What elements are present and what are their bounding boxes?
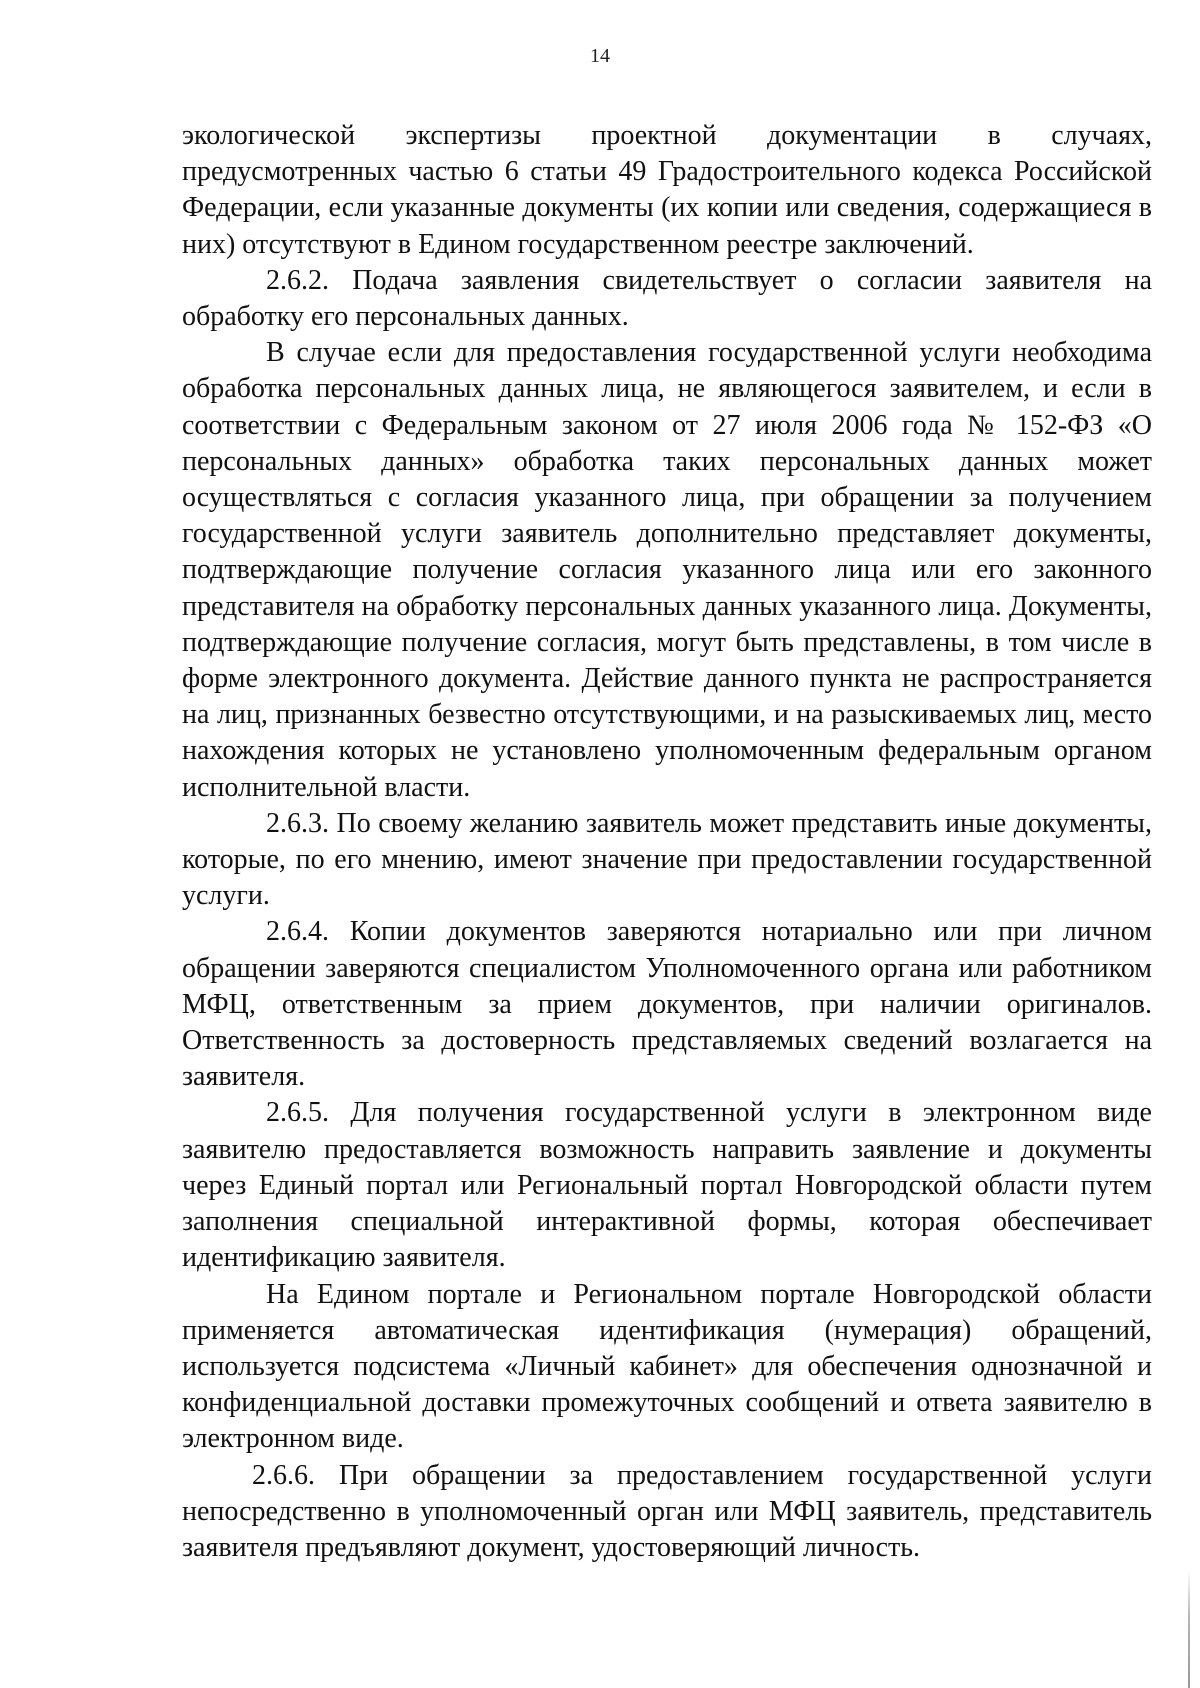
paragraph-2-6-5: 2.6.5. Для получения государственной услуги в электронном виде заявителю предоставляется возможность направить заявление и документы через Единый портал или Региональный портал Новгородской области путем заполнения специальной интерактивной формы, которая обеспечивает идентификацию заявителя. [182,1097,1152,1274]
paragraph-2-6-3: 2.6.3. По своему желанию заявитель может представить иные документы, которые, по его мнению, имеют значение при предоставлении государственной услуги. [182,807,1152,912]
document-body [182,118,1152,1566]
paragraph-2-6-2: 2.6.2. Подача заявления свидетельствует о согласии заявителя на обработку его персональных данных. [182,264,1152,333]
scan-edge-mark [1188,1570,1190,1688]
paragraph-2-6-4: 2.6.4. Копии документов заверяются нотариально или при личном обращении заверяются специалистом Уполномоченного органа или работником МФЦ, ответственным за прием документов, при наличии оригиналов. Ответственность за достоверность представляемых сведений возлагается на заявителя. [182,916,1152,1093]
paragraph-personal-data-consent: В случае если для предоставления государственной услуги необходима обработка персональных данных лица, не являющегося заявителем, и если в соответствии с Федеральным законом от 27 июля 2006 года № 152-ФЗ «О персональных данных» обработка таких персональных данных может осуществляться с согласия указанного лица, при обращении за получением государственной услуги заявитель дополнительно представляет документы, подтверждающие получение согласия указанного лица или его законного представителя на обработку персональных данных указанного лица. Документы, подтверждающие получение согласия, могут быть представлены, в том числе в форме электронного документа. Действие данного пункта не распространяется на лиц, признанных безвестно отсутствующими, и на разыскиваемых лиц, место нахождения которых не установлено уполномоченным федеральным органом исполнительной власти. [182,337,1152,803]
paragraph-portal-identification: На Едином портале и Региональном портале Новгородской области применяется автоматическая идентификация (нумерация) обращений, используется подсистема «Личный кабинет» для обеспечения однозначной и конфиденциальной доставки промежуточных сообщений и ответа заявителю в электронном виде. [182,1278,1152,1455]
paragraph-2-6-6: 2.6.6. При обращении за предоставлением государственной услуги непосредственно в уполномоченный орган или МФЦ заявитель, представитель заявителя предъявляют документ, удостоверяющий личность. [182,1459,1152,1563]
paragraph-continuation: экологической экспертизы проектной документации в случаях, предусмотренных частью 6 статьи 49 Градостроительного кодекса Российской Федерации, если указанные документы (их копии или сведения, содержащиеся в них) отсутствуют в Едином государственном реестре заключений. [182,120,1152,260]
page-number: 14 [590,45,610,67]
